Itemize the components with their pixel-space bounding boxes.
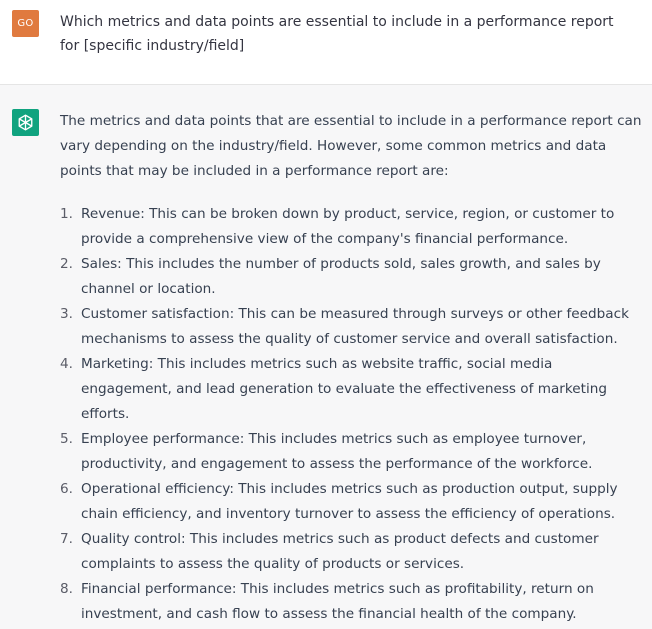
list-item xyxy=(60,302,642,352)
assistant-intro-text: The metrics and data points that are essential to include in a performance report can vary depending on the industry/field. However, some common metrics and data points that may be included in a performance report are: xyxy=(60,113,642,179)
assistant-message-row xyxy=(0,85,652,629)
openai-logo-icon-svg xyxy=(16,113,35,132)
list-item-text: Quality control: This includes metrics such as product defects and customer complaints to assess the quality of products or services. xyxy=(81,531,599,572)
user-avatar: GO xyxy=(12,10,39,37)
user-message-row xyxy=(0,0,652,85)
user-message-text: Which metrics and data points are essential to include in a performance report for [specific industry/field] xyxy=(60,14,614,54)
openai-logo-icon xyxy=(12,109,39,136)
assistant-message-content xyxy=(60,109,642,627)
list-item-text: Marketing: This includes metrics such as website traffic, social media engagement, and lead generation to evaluate the effectiveness of marketing efforts. xyxy=(81,356,607,422)
list-item-text: Sales: This includes the number of products sold, sales growth, and sales by channel or location. xyxy=(81,256,601,297)
list-item-text: Customer satisfaction: This can be measured through surveys or other feedback mechanisms to assess the quality of customer service and overall satisfaction. xyxy=(81,306,629,347)
metrics-list xyxy=(60,202,642,627)
list-item-number: 2. xyxy=(60,256,73,272)
list-item-number: 1. xyxy=(60,206,73,222)
list-item-text: Financial performance: This includes metrics such as profitability, return on investment, and cash flow to assess the financial health of the company. xyxy=(81,581,594,622)
list-item xyxy=(60,527,642,577)
list-item xyxy=(60,352,642,427)
list-item xyxy=(60,202,642,252)
list-item xyxy=(60,577,642,627)
list-item xyxy=(60,252,642,302)
list-item-number: 6. xyxy=(60,481,73,497)
list-item xyxy=(60,427,642,477)
list-item xyxy=(60,477,642,527)
list-item-number: 3. xyxy=(60,306,73,322)
list-item-number: 4. xyxy=(60,356,73,372)
list-item-text: Revenue: This can be broken down by product, service, region, or customer to provide a comprehensive view of the company's financial performance. xyxy=(81,206,615,247)
list-item-number: 7. xyxy=(60,531,73,547)
list-item-number: 5. xyxy=(60,431,73,447)
list-item-number: 8. xyxy=(60,581,73,597)
list-item-text: Employee performance: This includes metrics such as employee turnover, productivity, and engagement to assess the performance of the workforce. xyxy=(81,431,593,472)
list-item-text: Operational efficiency: This includes metrics such as production output, supply chain efficiency, and inventory turnover to assess the efficiency of operations. xyxy=(81,481,618,522)
